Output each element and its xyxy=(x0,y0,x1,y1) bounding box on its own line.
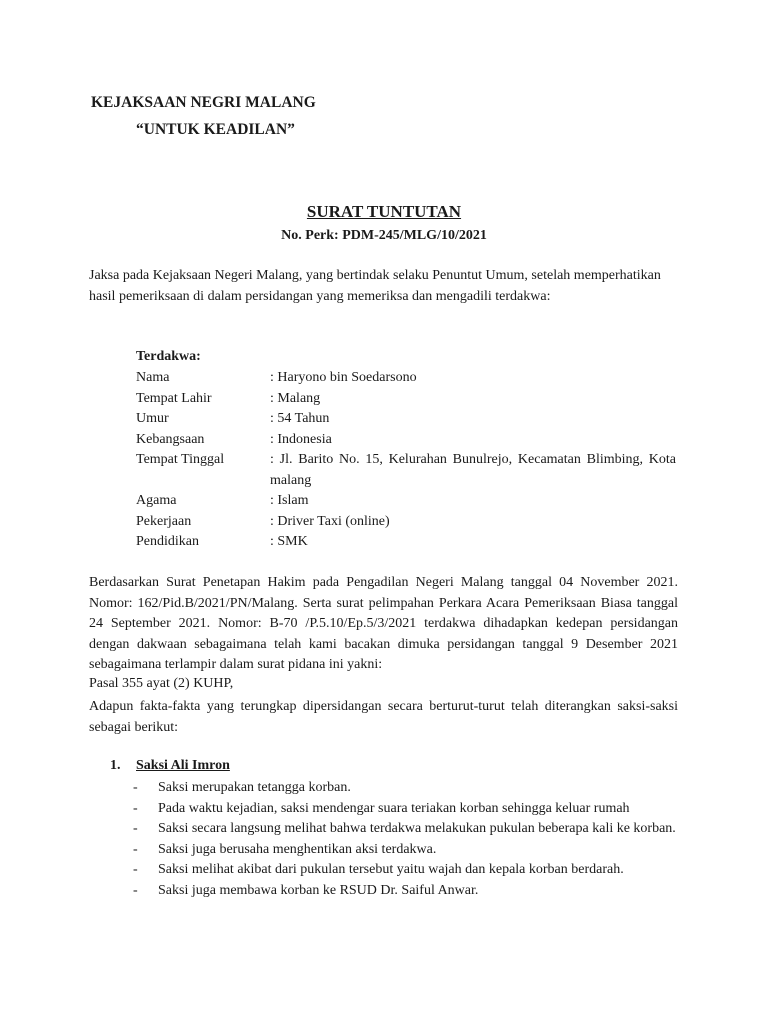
field-label: Pendidikan xyxy=(136,534,199,549)
field-label: Umur xyxy=(136,411,169,426)
witness-statement-list xyxy=(133,778,678,901)
legal-article: Pasal 355 ayat (2) KUHP, xyxy=(89,676,234,691)
list-item xyxy=(133,819,678,840)
field-value: : SMK xyxy=(270,534,308,549)
field-value: : Driver Taxi (online) xyxy=(270,513,390,529)
field-value: : Indonesia xyxy=(270,431,332,447)
statement-text: Saksi juga berusaha menghentikan aksi terdakwa. xyxy=(158,841,437,857)
field-label: Nama xyxy=(136,370,170,385)
statement-text: Saksi secara langsung melihat bahwa terdakwa melakukan pukulan beberapa kali ke korban. xyxy=(158,821,676,836)
facts-paragraph: Adapun fakta-fakta yang terungkap dipersidangan secara berturut-turut telah diterangkan saksi-saksi sebagai berikut: xyxy=(89,699,678,735)
intro-paragraph: Jaksa pada Kejaksaan Negeri Malang, yang bertindak selaku Penuntut Umum, setelah memperhatikan hasil pemeriksaan di dalam persidangan yang memeriksa dan mengadili terdakwa: xyxy=(89,268,661,304)
statement-text: Pada waktu kejadian, saksi mendengar suara teriakan korban sehingga keluar rumah xyxy=(158,800,630,816)
field-label: Agama xyxy=(136,493,177,508)
case-number: No. Perk: PDM-245/MLG/10/2021 xyxy=(281,228,487,243)
list-item xyxy=(133,860,678,881)
field-label: Tempat Lahir xyxy=(136,390,212,406)
list-item xyxy=(133,778,678,799)
field-value: : Haryono bin Soedarsono xyxy=(270,370,417,385)
proceedings-paragraph: Berdasarkan Surat Penetapan Hakim pada Pengadilan Negeri Malang tanggal 04 November 2021. Nomor: 162/Pid.B/2021/PN/Malang. Serta surat pelimpahan Perkara Acara Pemeriksaan Biasa tanggal 24 September 2021. Nomor: B-70 /P.5.10/Ep.5/3/2021 terdakwa dihadapkan kedepan persidangan dengan dakwaan sebagaimana telah kami bacakan dimuka persidangan tanggal 9 Desember 2021 sebagaimana terlampir dalam surat pidana ini yakni: xyxy=(89,575,678,672)
organization-name: KEJAKSAAN NEGRI MALANG xyxy=(91,94,316,111)
dash-marker: - xyxy=(133,841,138,857)
field-value: : Jl. Barito No. 15, Kelurahan Bunulrejo, Kecamatan Blimbing, Kota malang xyxy=(270,452,676,488)
witness-name: Saksi Ali Imron xyxy=(136,758,230,773)
defendant-heading: Terdakwa: xyxy=(136,349,201,364)
organization-motto: “UNTUK KEADILAN” xyxy=(136,121,295,138)
dash-marker: - xyxy=(133,862,138,877)
field-value: : Islam xyxy=(270,493,309,508)
witness-number: 1. xyxy=(110,758,121,773)
statement-text: Saksi merupakan tetangga korban. xyxy=(158,780,351,795)
dash-marker: - xyxy=(133,882,138,898)
list-item xyxy=(133,799,678,820)
field-value: : Malang xyxy=(270,390,321,406)
dash-marker: - xyxy=(133,821,138,836)
field-label: Kebangsaan xyxy=(136,431,205,447)
statement-text: Saksi juga membawa korban ke RSUD Dr. Saiful Anwar. xyxy=(158,882,479,898)
list-item xyxy=(133,840,678,861)
dash-marker: - xyxy=(133,780,138,795)
list-item xyxy=(133,881,678,902)
statement-text: Saksi melihat akibat dari pukulan tersebut yaitu wajah dan kepala korban berdarah. xyxy=(158,862,624,877)
field-label: Tempat Tinggal xyxy=(136,452,225,467)
document-title: SURAT TUNTUTAN xyxy=(306,202,462,221)
dash-marker: - xyxy=(133,800,138,816)
field-label: Pekerjaan xyxy=(136,513,192,529)
field-value: : 54 Tahun xyxy=(270,411,330,426)
